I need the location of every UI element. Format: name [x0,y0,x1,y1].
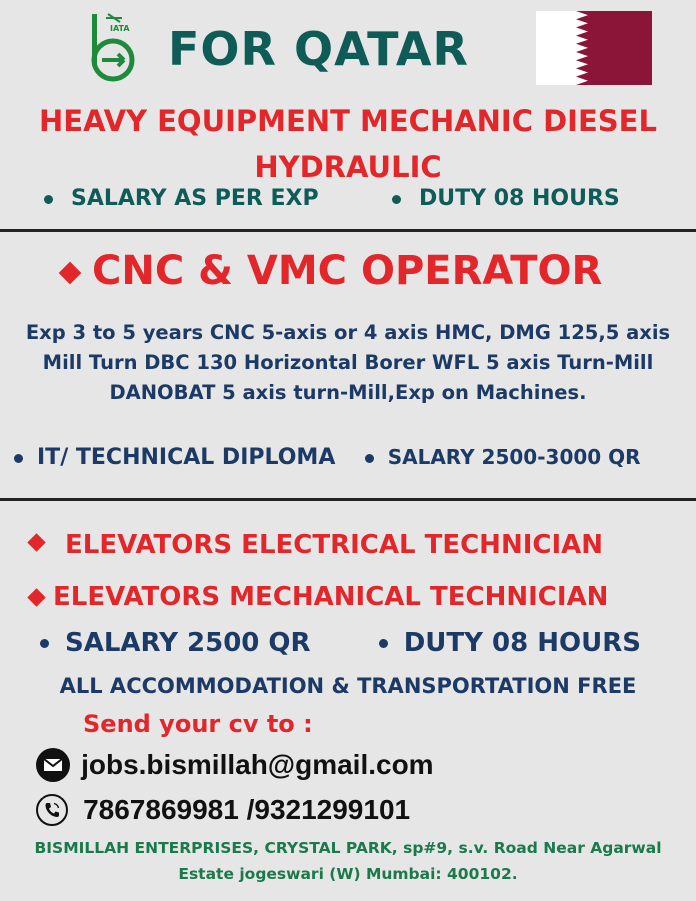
duty-text: DUTY 08 HOURS [403,628,641,658]
role-mechanical: ELEVATORS MECHANICAL TECHNICIAN [30,582,608,612]
section2-bullets [14,445,641,470]
bullet-dot-icon [14,454,23,463]
divider [0,498,696,501]
qatar-flag-icon [536,11,652,85]
email-link[interactable]: jobs.bismillah@gmail.com [81,749,434,780]
send-cv-label: Send your cv to : [83,710,313,738]
salary-text: SALARY 2500-3000 QR [387,445,641,469]
bullet-dot-icon [44,195,53,204]
diamond-icon [59,262,82,285]
bullet-dot-icon [40,639,49,648]
phone-numbers[interactable]: 7867869981 /9321299101 [83,794,411,825]
diamond-icon [27,588,45,606]
diamond-icon [27,533,45,551]
benefits-text: ALL ACCOMMODATION & TRANSPORTATION FREE [59,674,637,698]
qualification-text: IT/ TECHNICAL DIPLOMA [37,445,336,470]
headline: FOR QATAR [168,22,469,76]
email-row[interactable] [36,748,434,782]
bullet-dot-icon [365,454,374,463]
logo-badge: IATA [110,24,130,33]
section2-description: Exp 3 to 5 years CNC 5-axis or 4 axis HMC, DMG 125,5 axis Mill Turn DBC 130 Horizontal Borer WFL 5 axis Turn-Mill DANOBAT 5 axis turn-Mill,Exp on Machines. [25,321,671,404]
salary-text: SALARY 2500 QR [65,628,311,658]
role-electrical: ELEVATORS ELECTRICAL TECHNICIAN [30,530,603,560]
salary-text: SALARY AS PER EXP [71,186,319,211]
bullet-dot-icon [392,195,401,204]
section2-title: CNC & VMC OPERATOR [62,248,602,294]
envelope-icon [36,748,70,782]
phone-row[interactable] [36,794,410,826]
section1-title: HEAVY EQUIPMENT MECHANIC DIESEL HYDRAULIC [39,104,657,184]
section1-bullets [44,186,620,211]
divider [0,229,696,232]
company-logo [88,12,144,84]
bullet-dot-icon [379,639,388,648]
footer-address: BISMILLAH ENTERPRISES, CRYSTAL PARK, sp#9, s.v. Road Near Agarwal Estate jogeswari (W) Mumbai: 400102. [34,839,662,883]
phone-icon [36,794,68,826]
duty-text: DUTY 08 HOURS [418,186,620,211]
section3-bullets [40,628,641,658]
